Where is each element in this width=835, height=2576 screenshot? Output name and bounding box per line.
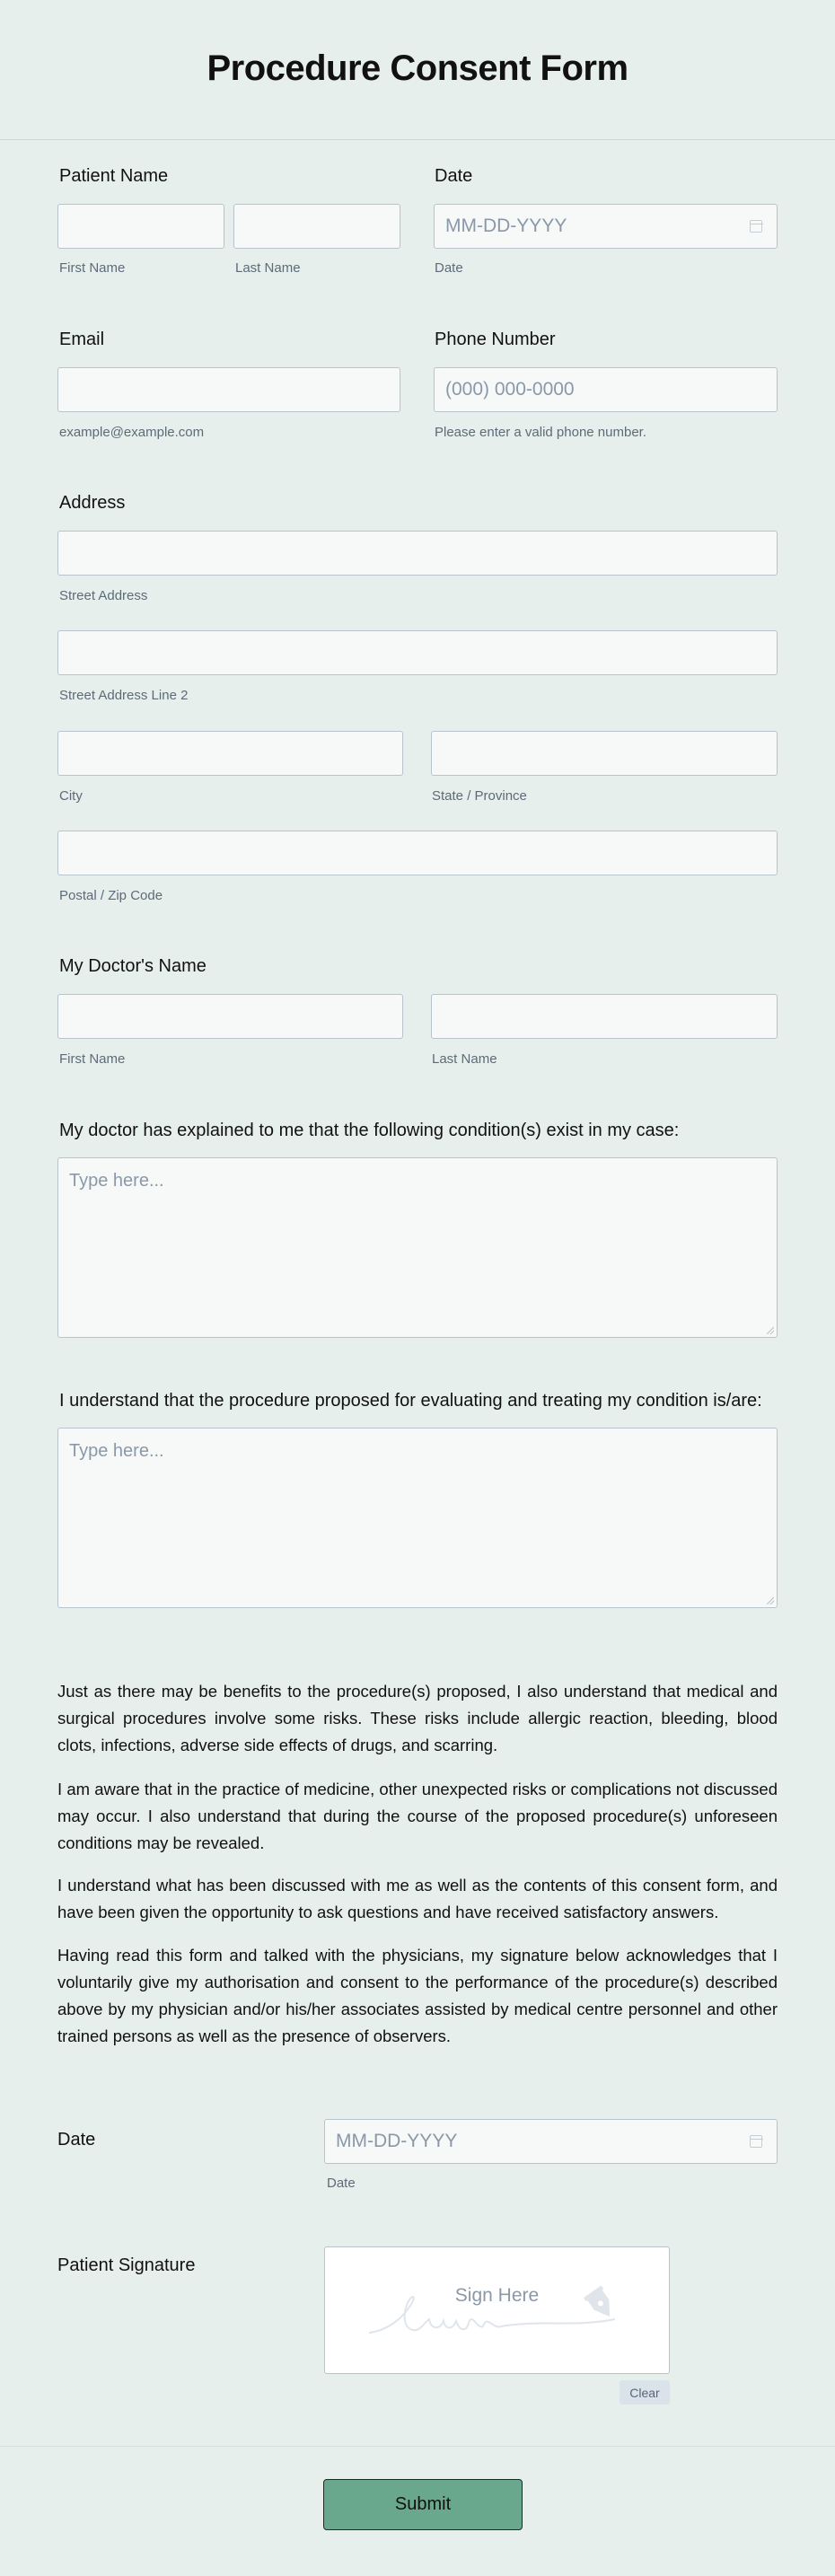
date-input[interactable] — [434, 204, 778, 249]
phone-label: Phone Number — [435, 330, 556, 349]
form-header — [0, 0, 835, 140]
date-bottom-input[interactable] — [324, 2119, 778, 2164]
date-placeholder: MM-DD-YYYY — [445, 215, 567, 236]
calendar-icon[interactable] — [750, 220, 762, 233]
postal-code-input[interactable] — [57, 831, 778, 875]
date-bottom-sublabel: Date — [327, 2176, 356, 2191]
patient-first-name-input[interactable] — [57, 204, 224, 249]
patient-first-name-sublabel: First Name — [59, 260, 126, 276]
patient-signature-label: Patient Signature — [57, 2255, 196, 2275]
consent-paragraph-3: I understand what has been discussed with me as well as the contents of this consent form, and have been given the opportunity to ask questions and have received satisfactory answers. — [57, 1876, 778, 1921]
consent-paragraph-2: I am aware that in the practice of medicine, other unexpected risks or complications not discussed may occur. I also understand that during the course of the proposed procedure(s) unforeseen conditions may be revealed. — [57, 1780, 778, 1852]
doctor-last-name-sublabel: Last Name — [432, 1051, 497, 1067]
doctor-first-name-input[interactable] — [57, 994, 403, 1039]
page-title: Procedure Consent Form — [207, 48, 628, 88]
procedure-label: I understand that the procedure proposed for evaluating and treating my condition is/are: — [59, 1391, 762, 1411]
condition-placeholder: Type here... — [69, 1171, 164, 1191]
doctor-first-name-sublabel: First Name — [59, 1051, 126, 1067]
state-sublabel: State / Province — [432, 788, 527, 804]
procedure-placeholder: Type here... — [69, 1441, 164, 1461]
signature-illustration — [325, 2247, 669, 2373]
resize-handle-icon[interactable] — [767, 1327, 774, 1334]
city-input[interactable] — [57, 731, 403, 776]
clear-signature-button[interactable]: Clear — [620, 2380, 670, 2405]
street-address-line2-input[interactable] — [57, 630, 778, 675]
street-address-sublabel: Street Address — [59, 588, 148, 603]
address-label: Address — [59, 493, 126, 513]
phone-sublabel: Please enter a valid phone number. — [435, 425, 646, 440]
phone-input[interactable] — [434, 367, 778, 412]
sign-here-hint: Sign Here — [454, 2285, 540, 2306]
submit-button[interactable]: Submit — [323, 2479, 523, 2530]
condition-textarea[interactable] — [57, 1157, 778, 1338]
calendar-icon[interactable] — [750, 2135, 762, 2148]
date-bottom-placeholder: MM-DD-YYYY — [336, 2131, 458, 2151]
consent-paragraph-4: Having read this form and talked with the physicians, my signature below acknowledges that I voluntarily give my authorisation and consent to the performance of the procedure(s) described above by my physician and/or his/her associates assisted by medical centre personnel and other trained persons as well as the presence of observers. — [57, 1946, 778, 2045]
consent-paragraph-1: Just as there may be benefits to the procedure(s) proposed, I also understand that medical and surgical procedures involve some risks. These risks include allergic reaction, bleeding, blood clots, infections, adverse side effects of drugs, and scarring. — [57, 1682, 778, 1754]
email-input[interactable] — [57, 367, 400, 412]
condition-label: My doctor has explained to me that the following condition(s) exist in my case: — [59, 1121, 680, 1140]
date-label: Date — [435, 166, 473, 186]
patient-last-name-input[interactable] — [233, 204, 400, 249]
street-address-input[interactable] — [57, 531, 778, 576]
city-sublabel: City — [59, 788, 83, 804]
procedure-textarea[interactable] — [57, 1428, 778, 1608]
email-label: Email — [59, 330, 105, 349]
email-sublabel: example@example.com — [59, 425, 205, 440]
state-input[interactable] — [431, 731, 778, 776]
footer-divider — [0, 2446, 835, 2447]
date-sublabel: Date — [435, 260, 463, 276]
date-bottom-label: Date — [57, 2130, 96, 2150]
resize-handle-icon[interactable] — [767, 1597, 774, 1605]
phone-placeholder: (000) 000-0000 — [445, 379, 575, 400]
patient-last-name-sublabel: Last Name — [235, 260, 301, 276]
patient-name-label: Patient Name — [59, 166, 169, 186]
postal-code-sublabel: Postal / Zip Code — [59, 888, 163, 903]
doctor-name-label: My Doctor's Name — [59, 956, 207, 976]
signature-pad[interactable] — [324, 2246, 670, 2374]
street-address-line2-sublabel: Street Address Line 2 — [59, 688, 189, 703]
doctor-last-name-input[interactable] — [431, 994, 778, 1039]
